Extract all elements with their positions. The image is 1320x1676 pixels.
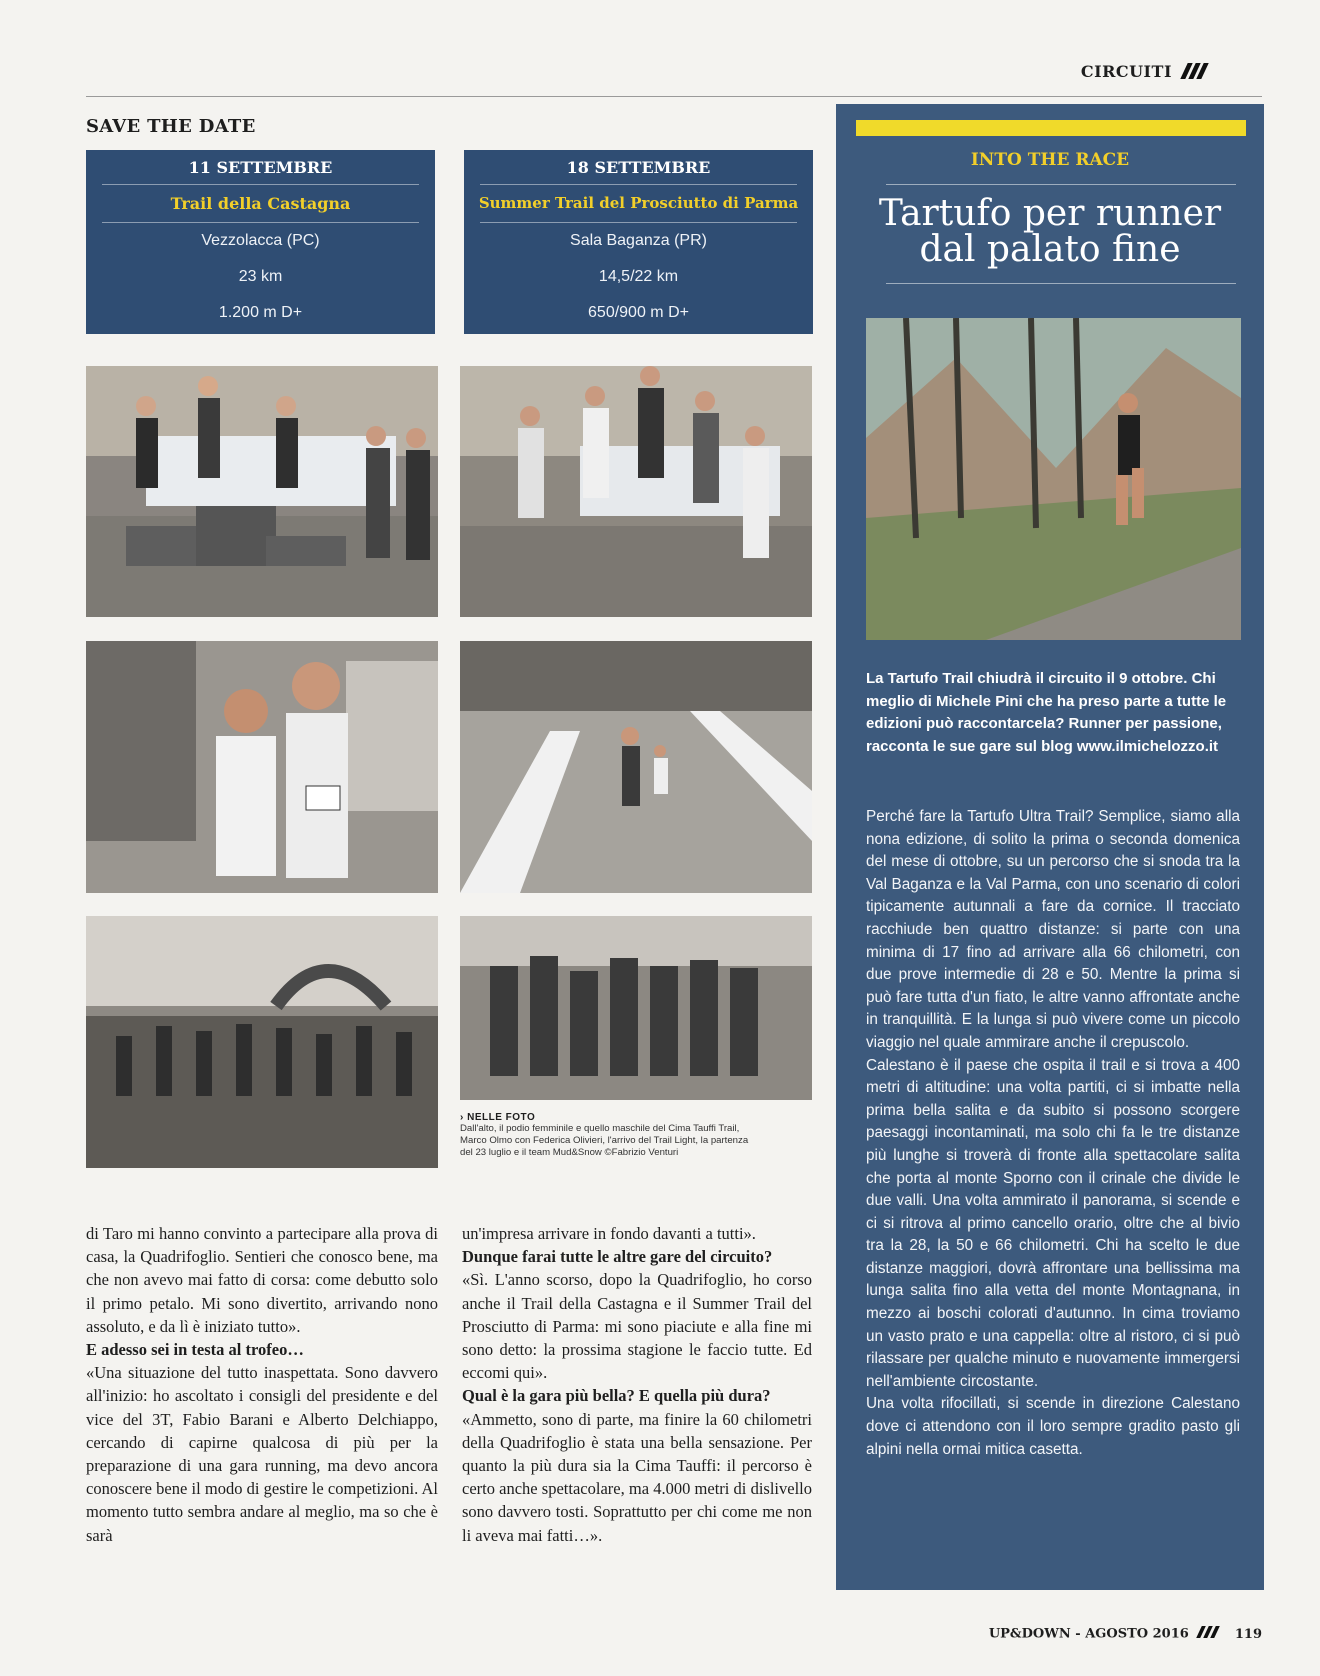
event-distance: 14,5/22 km (598, 268, 679, 285)
event-card-prosciutto (464, 150, 813, 334)
section-label: CIRCUITI (1080, 62, 1172, 81)
paragraph: di Taro mi hanno convinto a partecipare alla prova di casa, la Quadrifoglio. Sentieri che conosco bene, ma che non avevo mai fatto di corsa: come debutto solo il primo petalo. Mi sono divertito, arrivando nono assoluto, e da lì è iniziato tutto». (86, 1224, 438, 1336)
team-group-photo (460, 916, 812, 1100)
paragraph: Una volta rifocillati, si scende in direzione Calestano dove ci attendono con il loro sempre gradito pasto gli alpini nella ormai mitica casetta. (866, 1395, 1240, 1458)
question: E adesso sei in testa al trofeo… (86, 1340, 304, 1360)
question: Qual è la gara più bella? E quella più dura? (462, 1386, 771, 1406)
event-elevation: 650/900 m D+ (588, 304, 689, 321)
caption-line: del 23 luglio e il team Mud&Snow ©Fabrizio Venturi (460, 1147, 679, 1158)
paragraph: «Una situazione del tutto inaspettata. Sono davvero all'inizio: ho ascoltato i consigli del presidente e del vice del 3T, Fabio Barani e Alberto Delchiappo, cercando di capirne qualcosa di più per la preparazione di una gara running, ma devo ancora conoscere bene il modo di gestire le competizioni. Al momento tutto sembra andare al meglio, ma so che è sarà (86, 1363, 438, 1545)
sidebar-lead: La Tartufo Trail chiudrà il circuito il 9 ottobre. Chi meglio di Michele Pini che ha preso parte a tutte le edizioni può raccontarcela? Runner per passione, racconta le sue gare sul blog www.ilmichelozzo.it (866, 670, 1227, 755)
title-line: dal palato fine (919, 229, 1181, 270)
event-place: Vezzolacca (PC) (201, 232, 320, 249)
event-date: 18 SETTEMBRE (566, 158, 711, 177)
page-number: 119 (1234, 1626, 1262, 1642)
race-start-photo (86, 916, 438, 1168)
event-name: Summer Trail del Prosciutto di Parma (478, 194, 799, 212)
event-elevation: 1.200 m D+ (218, 304, 303, 321)
event-date: 11 SETTEMBRE (188, 158, 333, 177)
paragraph: «Ammetto, sono di parte, ma finire la 60 chilometri della Quadrifoglio è stata una bella sensazione. Per quanto la più dura sia la Cima Tauffi: il percorso è certo anche spettacolare, ma 4.000 metri di dislivello sono davvero tosti. Soprattutto per chi come me non li aveva mai fatti…». (462, 1409, 812, 1545)
paragraph: Perché fare la Tartufo Ultra Trail? Semplice, siamo alla nona edizione, di solito la prima o seconda domenica del mese di ottobre, su un percorso che si snoda tra la Val Baganza e la Val Parma, con uno scenario di colori tipicamente autunnali a fare da cornice. Il tracciato racchiude ben quattro distanze: si parte con una minima di 17 fino ad arrivare alla 66 chilometri, con due prove intermedie di 28 e 50. Mentre la prima si può fare tutta d'un fiato, le altre vanno affrontate anche in tranquillità. E la lunga si può vivere come un piccolo viaggio nel quale ammirare anche il crepuscolo. (866, 808, 1240, 1051)
trail-runner-mountain-photo (866, 318, 1241, 640)
paragraph: «Sì. L'anno scorso, dopo la Quadrifoglio, ho corso anche il Trail della Castagna e il Summer Trail del Prosciutto di Parma: mi sono piaciute e alla fine mi sono detto: la prossima stagione le faccio tutte. Ed eccomi qui». (462, 1270, 812, 1383)
event-name: Trail della Castagna (170, 194, 351, 213)
caption-line: Dall'alto, il podio femminile e quello maschile del Cima Tauffi Trail, (460, 1123, 740, 1134)
save-the-date-title: SAVE THE DATE (86, 116, 256, 137)
title-line: Tartufo per runner (878, 193, 1222, 234)
section-header (1081, 62, 1208, 83)
paragraph: Calestano è il paese che ospita il trail e si trova a 400 metri di altitudine: una volta partiti, ci si imbatte nella prima bella salita e da subito si possono scorgere paesaggi incontaminati, ma solo chi fa le tre distanze più lunghe si troverà di fronte alla spettacolare salita che porta al monte Sporno con il crinale che divide le due valli. Una volta ammirato il panorama, si scende e ci si ritrova al primo cancello orario, oltre che al bivio tra la 28, la 50 e 66 chilometri. Chi ha scelto le due distanze maggiori, dovrà affrontare una bellissima ma lunga salita fino alla vetta del monte Montagnana, in mezzo ai boschi colorati d'autunno. In cima troviamo un vasto prato e una cappella: oltre al ristoro, ci si può rilassare per qualche minuto e nuovamente immergersi nell'ambiente circostante. (866, 1056, 1240, 1390)
event-card-castagna (86, 150, 435, 334)
photo-caption (460, 1112, 812, 1159)
event-distance: 23 km (238, 268, 283, 285)
page-footer (989, 1626, 1262, 1642)
podium-women-photo (86, 366, 438, 617)
slashes-icon (1199, 1626, 1220, 1642)
slashes-icon (1184, 63, 1208, 83)
article-column-1 (86, 1222, 438, 1547)
magazine-issue: UP&DOWN - AGOSTO 2016 (988, 1626, 1189, 1642)
caption-title: › NELLE FOTO (460, 1112, 536, 1123)
question: Dunque farai tutte le altre gare del circuito? (462, 1247, 773, 1267)
divider (886, 283, 1236, 284)
caption-line: Marco Olmo con Federica Olivieri, l'arrivo del Trail Light, la partenza (460, 1135, 749, 1146)
podium-men-photo (460, 366, 812, 617)
event-place: Sala Baganza (PR) (570, 232, 707, 249)
sidebar-body (866, 806, 1240, 1461)
divider (886, 184, 1236, 185)
paragraph: un'impresa arrivare in fondo davanti a tutti». (462, 1224, 756, 1243)
runners-portrait-photo (86, 641, 438, 893)
header-divider (86, 96, 1262, 97)
finish-line-photo (460, 641, 812, 893)
sidebar-kicker: INTO THE RACE (970, 150, 1130, 170)
article-column-2 (462, 1222, 812, 1547)
sidebar-accent-bar (856, 120, 1246, 136)
sidebar-title (836, 193, 1264, 270)
